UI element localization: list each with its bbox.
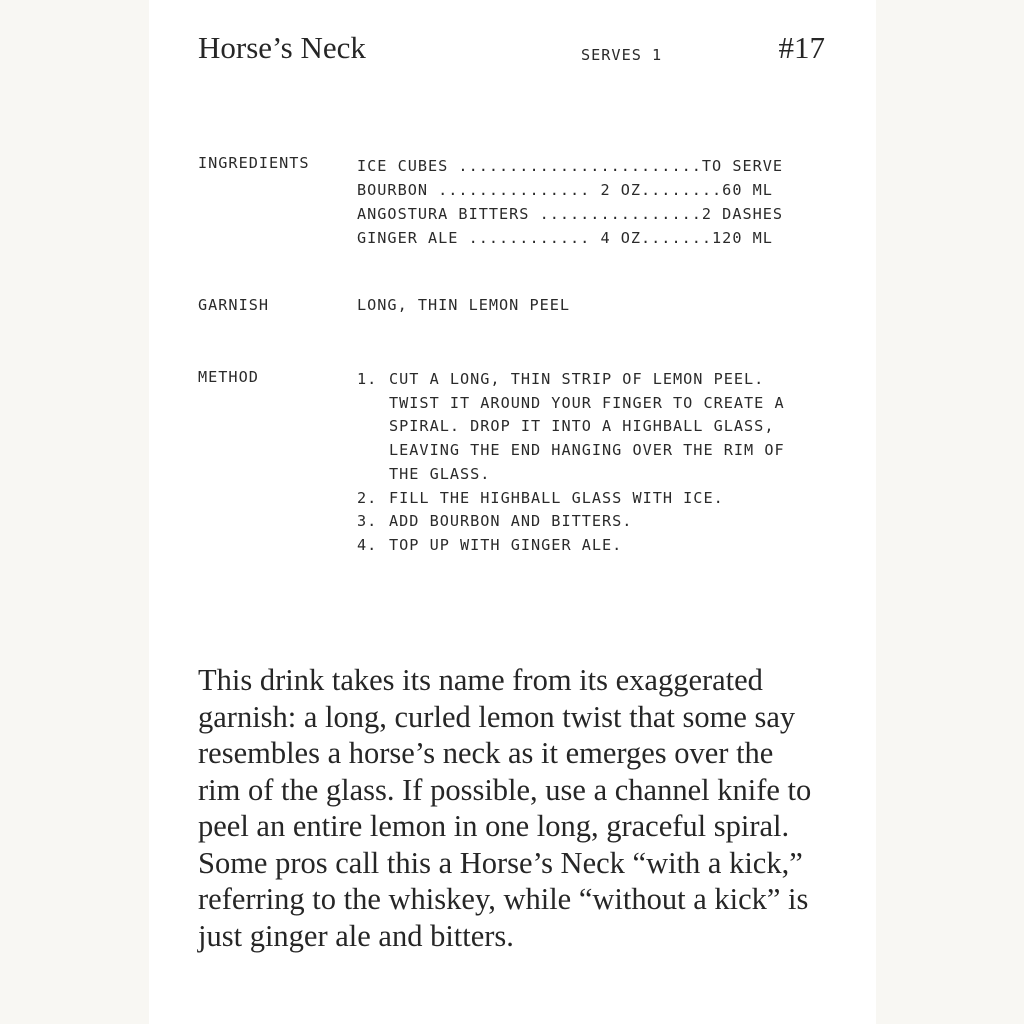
step-number: 2. — [357, 488, 378, 507]
method-step — [357, 534, 827, 558]
step-text: ADD BOURBON AND BITTERS. — [389, 512, 633, 531]
method-label: METHOD — [198, 368, 259, 386]
step-text: FILL THE HIGHBALL GLASS WITH ICE. — [389, 488, 724, 507]
step-number: 4. — [357, 535, 378, 554]
description-paragraph: This drink takes its name from its exaggerated garnish: a long, curled lemon twist that some say resembles a horse’s neck as it emerges over the rim of the glass. If possible, use a channel knife to peel an entire lemon in one long, graceful spiral. Some pros call this a Horse’s Neck “with a kick,” referring to the whiskey, while “without a kick” is just ginger ale and bitters. — [198, 663, 812, 953]
method-step — [357, 510, 827, 534]
step-number: 1. — [357, 370, 378, 388]
ingredient-row: ANGOSTURA BITTERS ................2 DASHES — [357, 205, 784, 223]
ingredients-label: INGREDIENTS — [198, 154, 310, 172]
ingredient-row: BOURBON ............... 2 OZ........60 ML — [357, 181, 773, 199]
recipe-number: #17 — [778, 30, 825, 65]
step-number: 3. — [357, 512, 378, 531]
recipe-title: Horse’s Neck — [198, 30, 366, 65]
serves-count: SERVES 1 — [581, 46, 663, 64]
step-text: TOP UP WITH GINGER ALE. — [389, 535, 623, 554]
garnish-text: LONG, THIN LEMON PEEL — [357, 296, 571, 314]
method-step — [357, 487, 827, 511]
recipe-page — [149, 0, 876, 1024]
ingredients-list — [357, 154, 825, 250]
method-step — [357, 368, 827, 487]
step-text: CUT A LONG, THIN STRIP OF LEMON PEEL. TWIST IT AROUND YOUR FINGER TO CREATE A SPIRAL. DROP IT INTO A HIGHBALL GLASS, LEAVING THE END HANGING OVER THE RIM OF THE GLASS. — [389, 370, 785, 483]
ingredient-row: GINGER ALE ............ 4 OZ.......120 ML — [357, 229, 773, 247]
ingredient-row: ICE CUBES ........................TO SERVE — [357, 157, 784, 175]
garnish-label: GARNISH — [198, 296, 270, 314]
method-steps — [357, 368, 827, 558]
